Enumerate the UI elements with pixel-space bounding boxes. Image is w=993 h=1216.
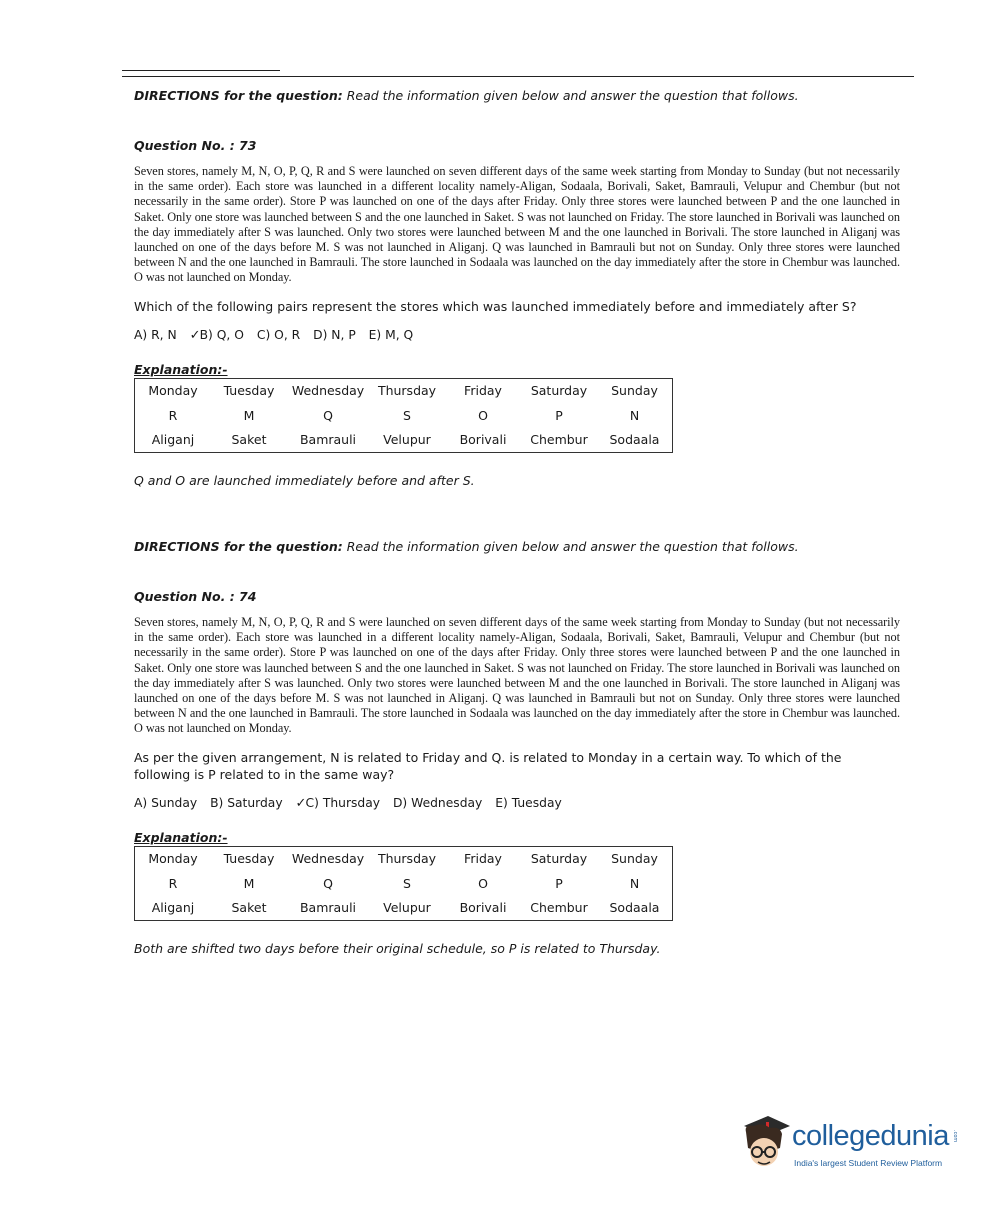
question-number: Question No. : 73 (134, 138, 257, 153)
table-cell: O (478, 875, 488, 891)
table-cell: Bamrauli (299, 432, 357, 448)
question-number: Question No. : 74 (134, 589, 257, 604)
option-c[interactable]: C) O, R (256, 327, 301, 342)
table-cell: Thursday (377, 851, 437, 867)
table-cell: O (478, 407, 488, 423)
question-73-section (134, 88, 900, 489)
table-cell: Friday (464, 851, 502, 867)
logo-tagline: India's largest Student Review Platform (794, 1158, 943, 1168)
correct-check-icon: ✓ (189, 327, 201, 343)
collegedunia-logo[interactable] (740, 1108, 962, 1188)
table-cell: Aliganj (151, 432, 195, 448)
table-cell: Saket (231, 432, 267, 448)
table-cell: Monday (148, 851, 198, 867)
table-cell: Sodaala (609, 432, 660, 448)
table-row (135, 378, 673, 403)
option-e[interactable]: E) M, Q (368, 327, 414, 342)
table-cell: Velupur (383, 432, 431, 448)
table-cell: Saturday (530, 383, 588, 399)
logo-suffix: .com (952, 1130, 958, 1143)
option-d[interactable]: D) N, P (313, 327, 356, 342)
table-cell: R (168, 875, 178, 891)
table-cell: Tuesday (223, 851, 275, 867)
table-cell: Q (323, 875, 333, 891)
explanation-note: Both are shifted two days before their original schedule, so P is related to Thursday. (134, 941, 661, 957)
option-e[interactable]: E) Tuesday (495, 795, 562, 810)
table-cell: Wednesday (291, 383, 365, 399)
question-text: As per the given arrangement, N is related to Friday and Q. is related to Monday in a certain way. To which of the following is P related to in the same way? (134, 749, 842, 782)
option-c[interactable]: C) Thursday (305, 795, 381, 810)
header-rule (122, 76, 914, 77)
table-cell: N (629, 407, 640, 423)
option-b[interactable]: B) Saturday (210, 795, 283, 810)
options-row (134, 327, 900, 344)
table-cell: Monday (148, 383, 198, 399)
table-cell: S (403, 875, 411, 891)
directions-line: DIRECTIONS for the question: Read the information given below and answer the question that follows. (134, 539, 799, 554)
header-rule-short (122, 70, 280, 71)
table-cell: P (555, 875, 563, 891)
table-cell: M (243, 407, 255, 423)
option-a[interactable]: A) R, N (134, 327, 177, 342)
passage: Seven stores, namely M, N, O, P, Q, R and S were launched on seven different days of the same week starting from Monday to Sunday (but not necessarily in the same order). Each store was launched in a different locality namely-Aligan, Sodaala, Borivali, Saket, Bamrauli, Velupur and Chembur (but not necessarily in the same order). Store P was launched on one of the days after Friday. Only three stores were launched between P and the one launched in Saket. Only one store was launched between S and the one launched in Saket. S was not launched on Friday. The store launched in Borivali was launched on the day immediately after S was launched. Only two stores were launched between M and the one launched in Borivali. The store launched in Aliganj was launched on one of the days before M. S was not launched in Aliganj. Q was launched in Bamrauli but not on Sunday. Only three stores were launched between N and the one launched in Bamrauli. The store launched in Sodaala was launched on the day immediately after the store in Chembur was launched. O was not launched on Monday. (134, 615, 900, 736)
table-cell: Sodaala (609, 900, 660, 916)
directions-line: DIRECTIONS for the question: Read the information given below and answer the question that follows. (134, 88, 799, 103)
correct-check-icon: ✓ (295, 795, 307, 811)
table-row (135, 428, 673, 453)
options-row (134, 795, 900, 812)
table-row (135, 846, 673, 871)
table-cell: Saket (231, 900, 267, 916)
table-cell: Sunday (611, 851, 658, 867)
table-cell: Friday (464, 383, 502, 399)
logo-wordmark: collegedunia (792, 1120, 949, 1152)
table-cell: Velupur (383, 900, 431, 916)
explanation-note: Q and O are launched immediately before and after S. (134, 473, 475, 489)
table-cell: M (243, 875, 255, 891)
option-d[interactable]: D) Wednesday (392, 795, 483, 810)
table-cell: Q (323, 407, 333, 423)
table-row (135, 403, 673, 428)
table-cell: Wednesday (291, 851, 365, 867)
arrangement-table (134, 846, 673, 922)
passage: Seven stores, namely M, N, O, P, Q, R and S were launched on seven different days of the same week starting from Monday to Sunday (but not necessarily in the same order). Each store was launched in a different locality namely-Aligan, Sodaala, Borivali, Saket, Bamrauli, Velupur and Chembur (but not necessarily in the same order). Store P was launched on one of the days after Friday. Only three stores were launched between P and the one launched in Saket. Only one store was launched between S and the one launched in Saket. S was not launched on Friday. The store launched in Borivali was launched on the day immediately after S was launched. Only two stores were launched between M and the one launched in Borivali. The store launched in Aliganj was launched on one of the days before M. S was not launched in Aliganj. Q was launched in Bamrauli but not on Sunday. Only three stores were launched between N and the one launched in Bamrauli. The store launched in Sodaala was launched on the day immediately after the store in Chembur was launched. O was not launched on Monday. (134, 164, 900, 285)
explanation-title: Explanation:- (134, 829, 228, 845)
table-row (135, 896, 673, 921)
question-74-section (134, 539, 900, 957)
table-cell: Borivali (459, 432, 507, 448)
table-cell: P (555, 407, 563, 423)
table-cell: Chembur (530, 432, 588, 448)
table-row (135, 871, 673, 896)
table-cell: Tuesday (223, 383, 275, 399)
table-cell: R (168, 407, 178, 423)
table-cell: Borivali (459, 900, 507, 916)
option-a[interactable]: A) Sunday (134, 795, 198, 810)
table-cell: Thursday (377, 383, 437, 399)
table-cell: Saturday (530, 851, 588, 867)
table-cell: S (403, 407, 411, 423)
table-cell: N (629, 875, 640, 891)
question-text: Which of the following pairs represent the stores which was launched immediately before and immediately after S? (134, 298, 857, 314)
table-cell: Sunday (611, 383, 658, 399)
mascot-icon (740, 1108, 792, 1178)
table-cell: Aliganj (151, 900, 195, 916)
explanation-title: Explanation:- (134, 361, 228, 377)
option-b[interactable]: B) Q, O (199, 327, 244, 342)
arrangement-table (134, 378, 673, 454)
table-cell: Chembur (530, 900, 588, 916)
table-cell: Bamrauli (299, 900, 357, 916)
